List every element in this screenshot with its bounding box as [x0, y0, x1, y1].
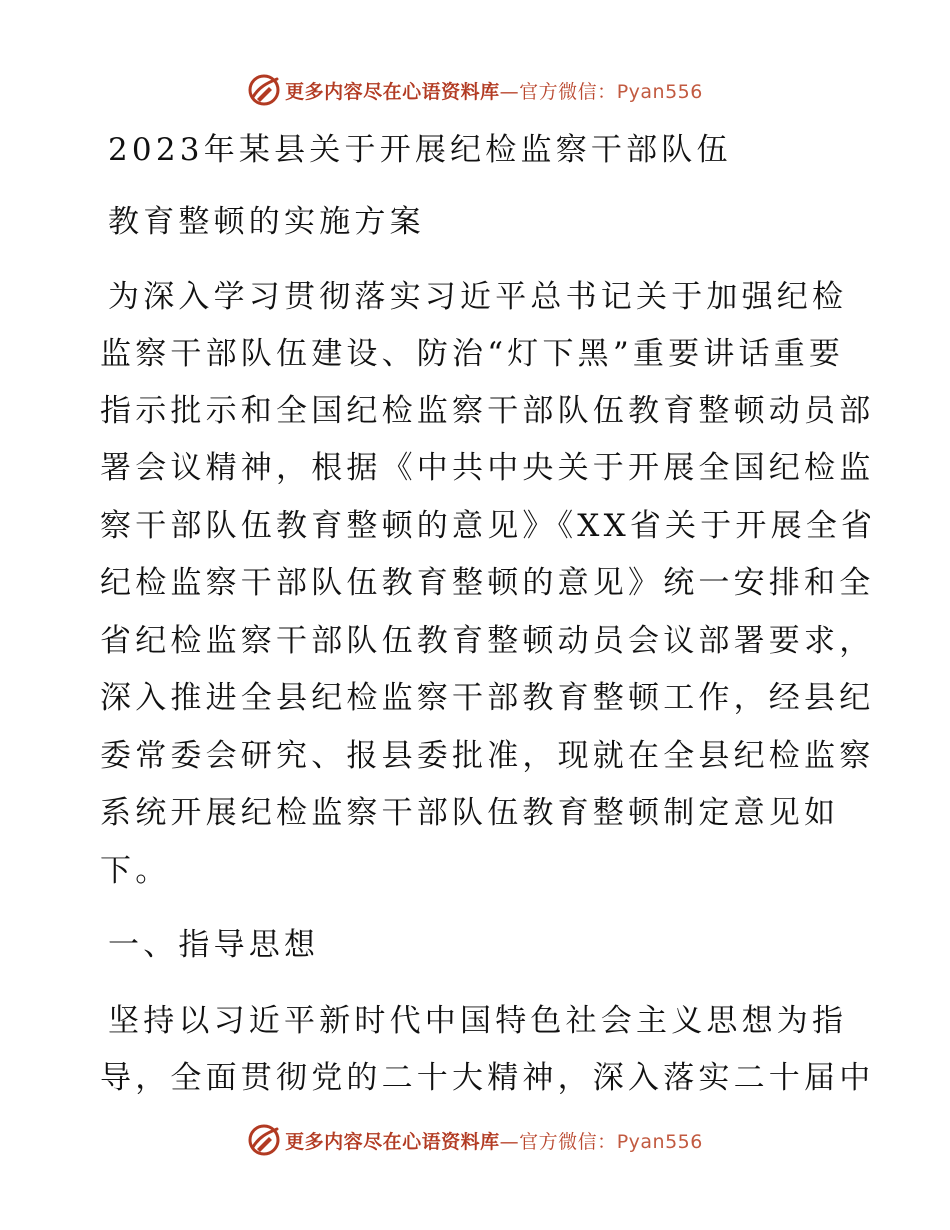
- section-paragraph-line: 坚持以习近平新时代中国特色社会主义思想为指: [108, 1003, 848, 1039]
- intro-paragraph-line: 下。: [100, 853, 171, 889]
- watermark-text: 更多内容尽在心语资料库—官方微信：Pyan556: [285, 80, 703, 103]
- section-heading-guiding-ideology: 一、指导思想: [108, 927, 320, 963]
- header-watermark: [0, 70, 950, 110]
- pen-logo-icon: [247, 73, 281, 107]
- intro-paragraph-line: 省纪检监察干部队伍教育整顿动员会议部署要求，: [100, 623, 875, 659]
- intro-paragraph-line: 监察干部队伍建设、防治“灯下黑”重要讲话重要: [100, 336, 845, 372]
- intro-paragraph-line: 深入推进全县纪检监察干部教育整顿工作，经县纪: [100, 680, 875, 716]
- watermark-text: 更多内容尽在心语资料库—官方微信：Pyan556: [285, 1130, 703, 1153]
- section-paragraph-line: 导，全面贯彻党的二十大精神，深入落实二十届中: [100, 1060, 875, 1096]
- intro-paragraph-line: 察干部队伍教育整顿的意见》《XX省关于开展全省: [100, 508, 877, 544]
- pen-logo-icon: [247, 1123, 281, 1157]
- document-title-line-2: 教育整顿的实施方案: [108, 204, 425, 240]
- intro-paragraph-line: 委常委会研究、报县委批准，现就在全县纪检监察: [100, 738, 875, 774]
- document-title-line-1: 2023年某县关于开展纪检监察干部队伍: [108, 132, 732, 168]
- footer-watermark: [0, 1120, 950, 1160]
- intro-paragraph-line: 纪检监察干部队伍教育整顿的意见》统一安排和全: [100, 565, 875, 601]
- intro-paragraph-line: 为深入学习贯彻落实习近平总书记关于加强纪检: [108, 279, 848, 315]
- intro-paragraph-line: 系统开展纪检监察干部队伍教育整顿制定意见如: [100, 795, 840, 831]
- intro-paragraph-line: 署会议精神，根据《中共中央关于开展全国纪检监: [100, 450, 875, 486]
- intro-paragraph-line: 指示批示和全国纪检监察干部队伍教育整顿动员部: [100, 393, 875, 429]
